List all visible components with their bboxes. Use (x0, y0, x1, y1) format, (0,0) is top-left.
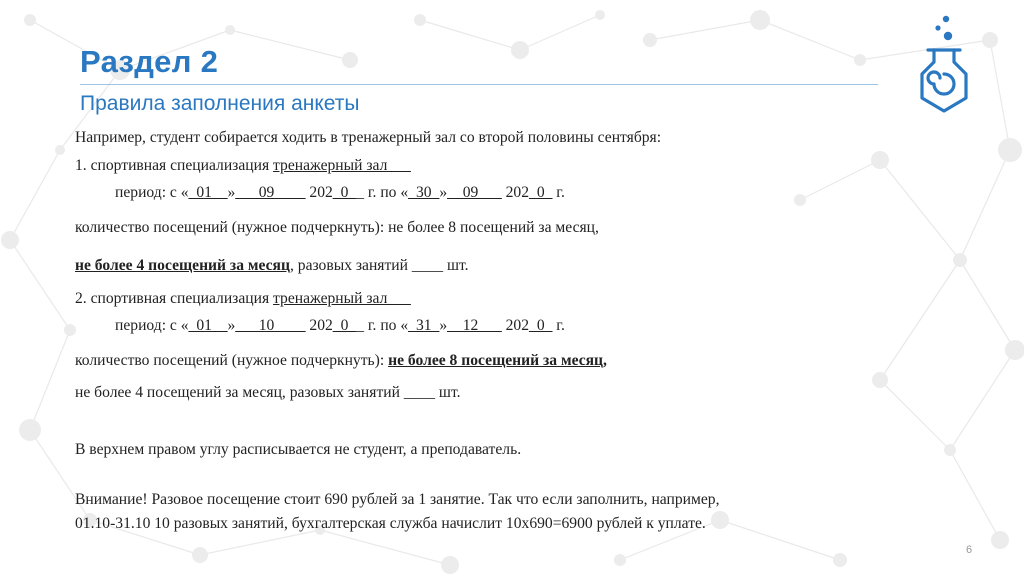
item1-year-prefix: 202 (305, 184, 333, 201)
item2-from-year-digit: _0_ (332, 317, 357, 334)
item1-selected-option: не более 4 посещений за месяц (75, 257, 290, 274)
signature-note: В верхнем правом углу расписывается не студент, а преподаватель. (75, 441, 522, 458)
item2-to-year-digit: _0_ (529, 317, 553, 334)
item2-visits-line (75, 351, 607, 370)
item1-period-suffix: г. (552, 184, 565, 201)
warning-line-2: 01.10-31.10 10 разовых занятий, бухгалтерская служба начислит 10х690=6900 рублей к уплате. (75, 515, 706, 532)
item1-options-line (75, 256, 469, 275)
item1-to-day: _30_ (408, 184, 440, 201)
item1-period-prefix: период: с « (115, 184, 189, 201)
warning-line-1: Внимание! Разовое посещение стоит 690 рублей за 1 занятие. Так что если заполнить, например, (75, 491, 720, 508)
item2-quote-close: » (227, 317, 236, 334)
item2-visits-prefix: количество посещений (нужное подчеркнуть): (75, 352, 389, 369)
item1-from-day: _01__ (188, 184, 228, 201)
item1-one-time-text: , разовых занятий ____ шт. (289, 257, 469, 274)
item1-quote-close: » (227, 184, 236, 201)
item1-to-month: __09___ (447, 184, 502, 201)
item2-selected-option: не более 8 посещений за месяц (388, 352, 604, 369)
item2-visits-comma: , (603, 352, 607, 369)
item2-to-prefix: _ г. по « (356, 317, 409, 334)
item1-specialization-line (75, 156, 411, 175)
item1-to-year-digit: _0_ (529, 184, 553, 201)
item2-year-prefix: 202 (305, 317, 333, 334)
item2-year-prefix-2: 202 (501, 317, 530, 334)
item1-from-month: ___09____ (235, 184, 306, 201)
item1-quote-close-2: » (439, 184, 448, 201)
slide-subtitle: Правила заполнения анкеты (80, 92, 360, 115)
item2-from-month: ___10____ (235, 317, 306, 334)
item2-label: 2. спортивная специализация (75, 290, 274, 307)
item2-period-line (75, 316, 565, 335)
item1-period-line (75, 183, 565, 202)
slide-title: Раздел 2 (80, 44, 219, 79)
item1-to-prefix: _ г. по « (356, 184, 409, 201)
intro-text: Например, студент собирается ходить в тренажерный зал со второй половины сентября: (75, 129, 662, 146)
title-divider (80, 84, 878, 85)
item1-specialization: тренажерный зал___ (273, 157, 411, 174)
flask-logo-icon (912, 14, 976, 120)
item1-year-prefix-2: 202 (501, 184, 530, 201)
item1-visits-line: количество посещений (нужное подчеркнуть): не более 8 посещений за месяц, (75, 219, 599, 236)
item2-to-month: __12___ (447, 317, 502, 334)
item1-label: 1. спортивная специализация (75, 157, 274, 174)
item2-specialization-line (75, 289, 411, 308)
item2-to-day: _31_ (408, 317, 440, 334)
page-number: 6 (966, 544, 973, 556)
item2-other-option-line: не более 4 посещений за месяц, разовых занятий ____ шт. (75, 384, 461, 401)
item2-specialization: тренажерный зал___ (273, 290, 411, 307)
item2-quote-close-2: » (439, 317, 448, 334)
item2-period-suffix: г. (552, 317, 565, 334)
item2-period-prefix: период: с « (115, 317, 189, 334)
item1-from-year-digit: _0_ (332, 184, 357, 201)
item2-from-day: _01__ (188, 317, 228, 334)
